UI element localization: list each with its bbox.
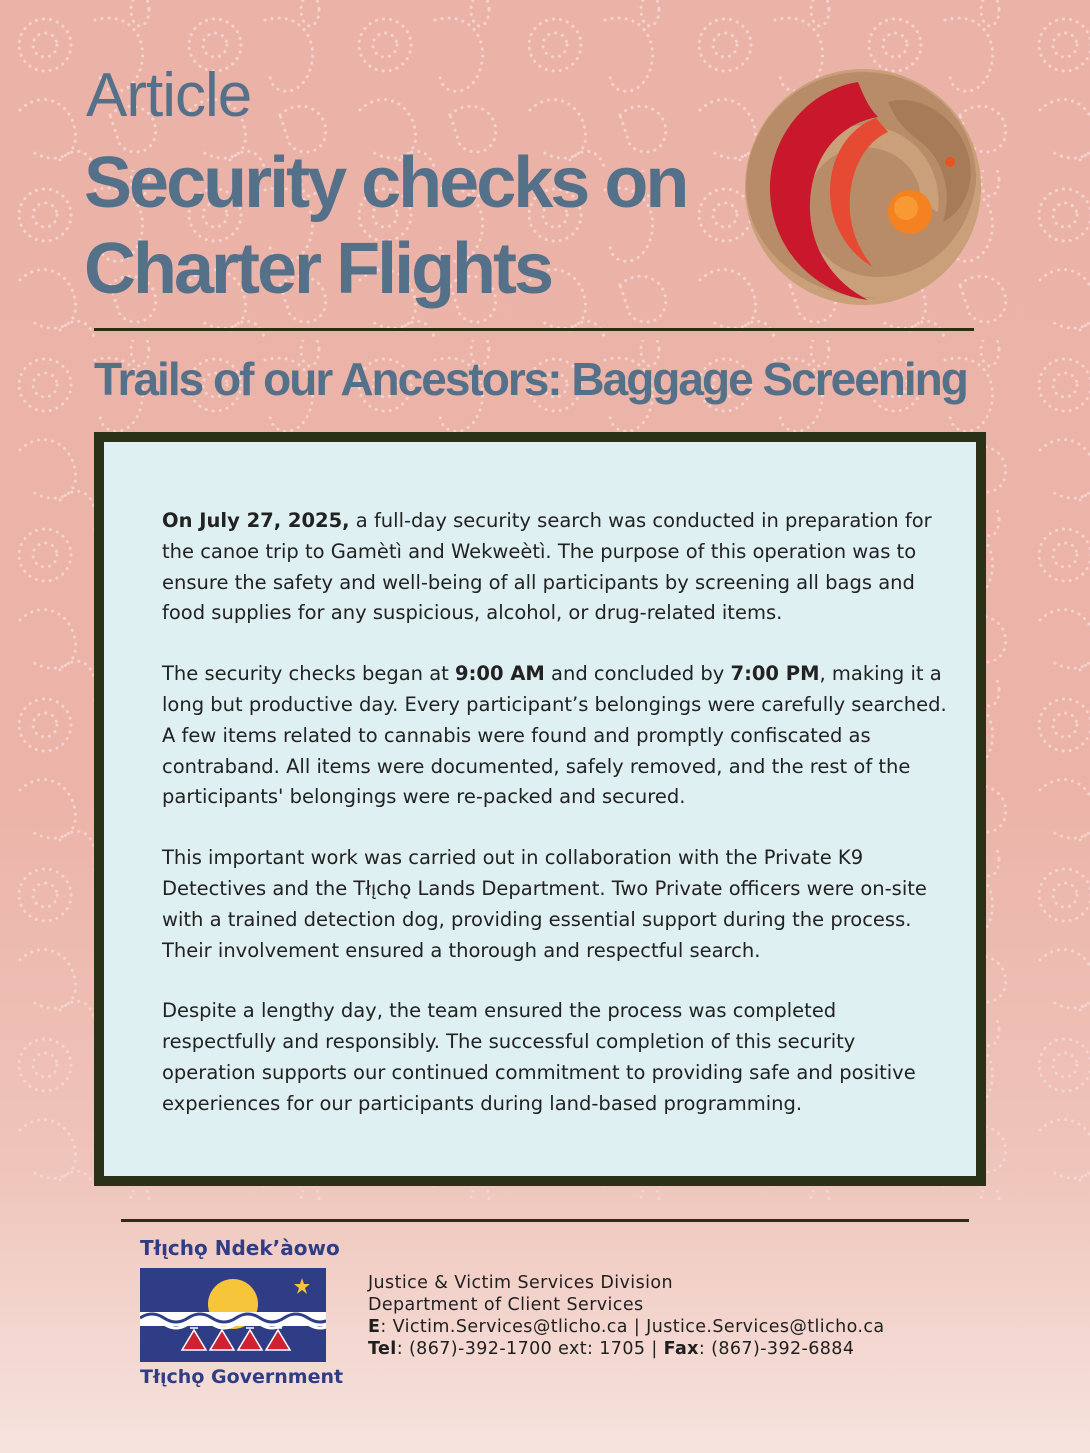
- paragraph-2-text-c: , making it a long but productive day. Every participant’s belongings were carefully searched. A few items related to cannabis were found and promptly confiscated as contraband. All items were documented, safely removed, and the rest of the participants' belongings were re-packed and secured.: [162, 662, 947, 809]
- start-time: 9:00 AM: [455, 662, 545, 686]
- section-subtitle: Trails of our Ancestors: Baggage Screening: [94, 353, 967, 405]
- email-line: [368, 1316, 885, 1338]
- top-divider: [94, 328, 974, 331]
- title-line-1: Security checks on: [84, 143, 687, 223]
- title-line-2: Charter Flights: [84, 229, 552, 309]
- article-date: On July 27, 2025,: [162, 509, 350, 532]
- bottom-divider: [121, 1219, 969, 1222]
- page-title: [84, 140, 744, 312]
- article-box: [94, 432, 986, 1186]
- org-name-top: Tłı̨chǫ Ndek’àowo: [140, 1236, 340, 1260]
- tlicho-flag-icon: [140, 1268, 326, 1362]
- swirl-animal-emblem-icon: [738, 62, 988, 312]
- article-body: [162, 506, 952, 1150]
- phone-line: [368, 1338, 885, 1360]
- email-label: E: [368, 1317, 381, 1337]
- fax-number: : (867)-392-6884: [698, 1339, 855, 1359]
- fax-label: Fax: [663, 1339, 699, 1359]
- department-name: Department of Client Services: [368, 1295, 644, 1315]
- org-name-bottom: Tłı̨chǫ Government: [140, 1366, 344, 1388]
- article-paragraph-4: Despite a lengthy day, the team ensured the process was completed respectfully and responsibly. The successful completion of this security operation supports our continued commitment to providing safe and positive experiences for our participants during land-based programming.: [162, 999, 916, 1115]
- division-name: Justice & Victim Services Division: [368, 1273, 673, 1293]
- email-addresses[interactable]: : Victim.Services@tlicho.ca | Justice.Services@tlicho.ca: [380, 1317, 885, 1337]
- paragraph-2-text-a: The security checks began at: [162, 662, 456, 686]
- tel-label: Tel: [368, 1339, 397, 1359]
- paragraph-1-text: a full-day security search was conducted in preparation for the canoe trip to Gamètì and Wekweètì. The purpose of this operation was to ensure the safety and well-being of all participants by screening all bags and food supplies for any suspicious, alcohol, or drug-related items.: [162, 509, 932, 625]
- tel-number[interactable]: : (867)-392-1700 ext: 1705 |: [396, 1339, 664, 1359]
- contact-block: [368, 1272, 885, 1360]
- article-kicker: Article: [86, 61, 252, 130]
- article-paragraph-2: [162, 659, 952, 813]
- article-paragraph-1: [162, 506, 952, 629]
- end-time: 7:00 PM: [730, 662, 820, 686]
- article-paragraph-3: This important work was carried out in collaboration with the Private K9 Detectives and the Tłı̨chǫ Lands Department. Two Private officers were on-site with a trained detection dog, providing essential support during the process. Their involvement ensured a thorough and respectful search.: [162, 846, 927, 962]
- paragraph-2-text-b: and concluded by: [544, 662, 731, 686]
